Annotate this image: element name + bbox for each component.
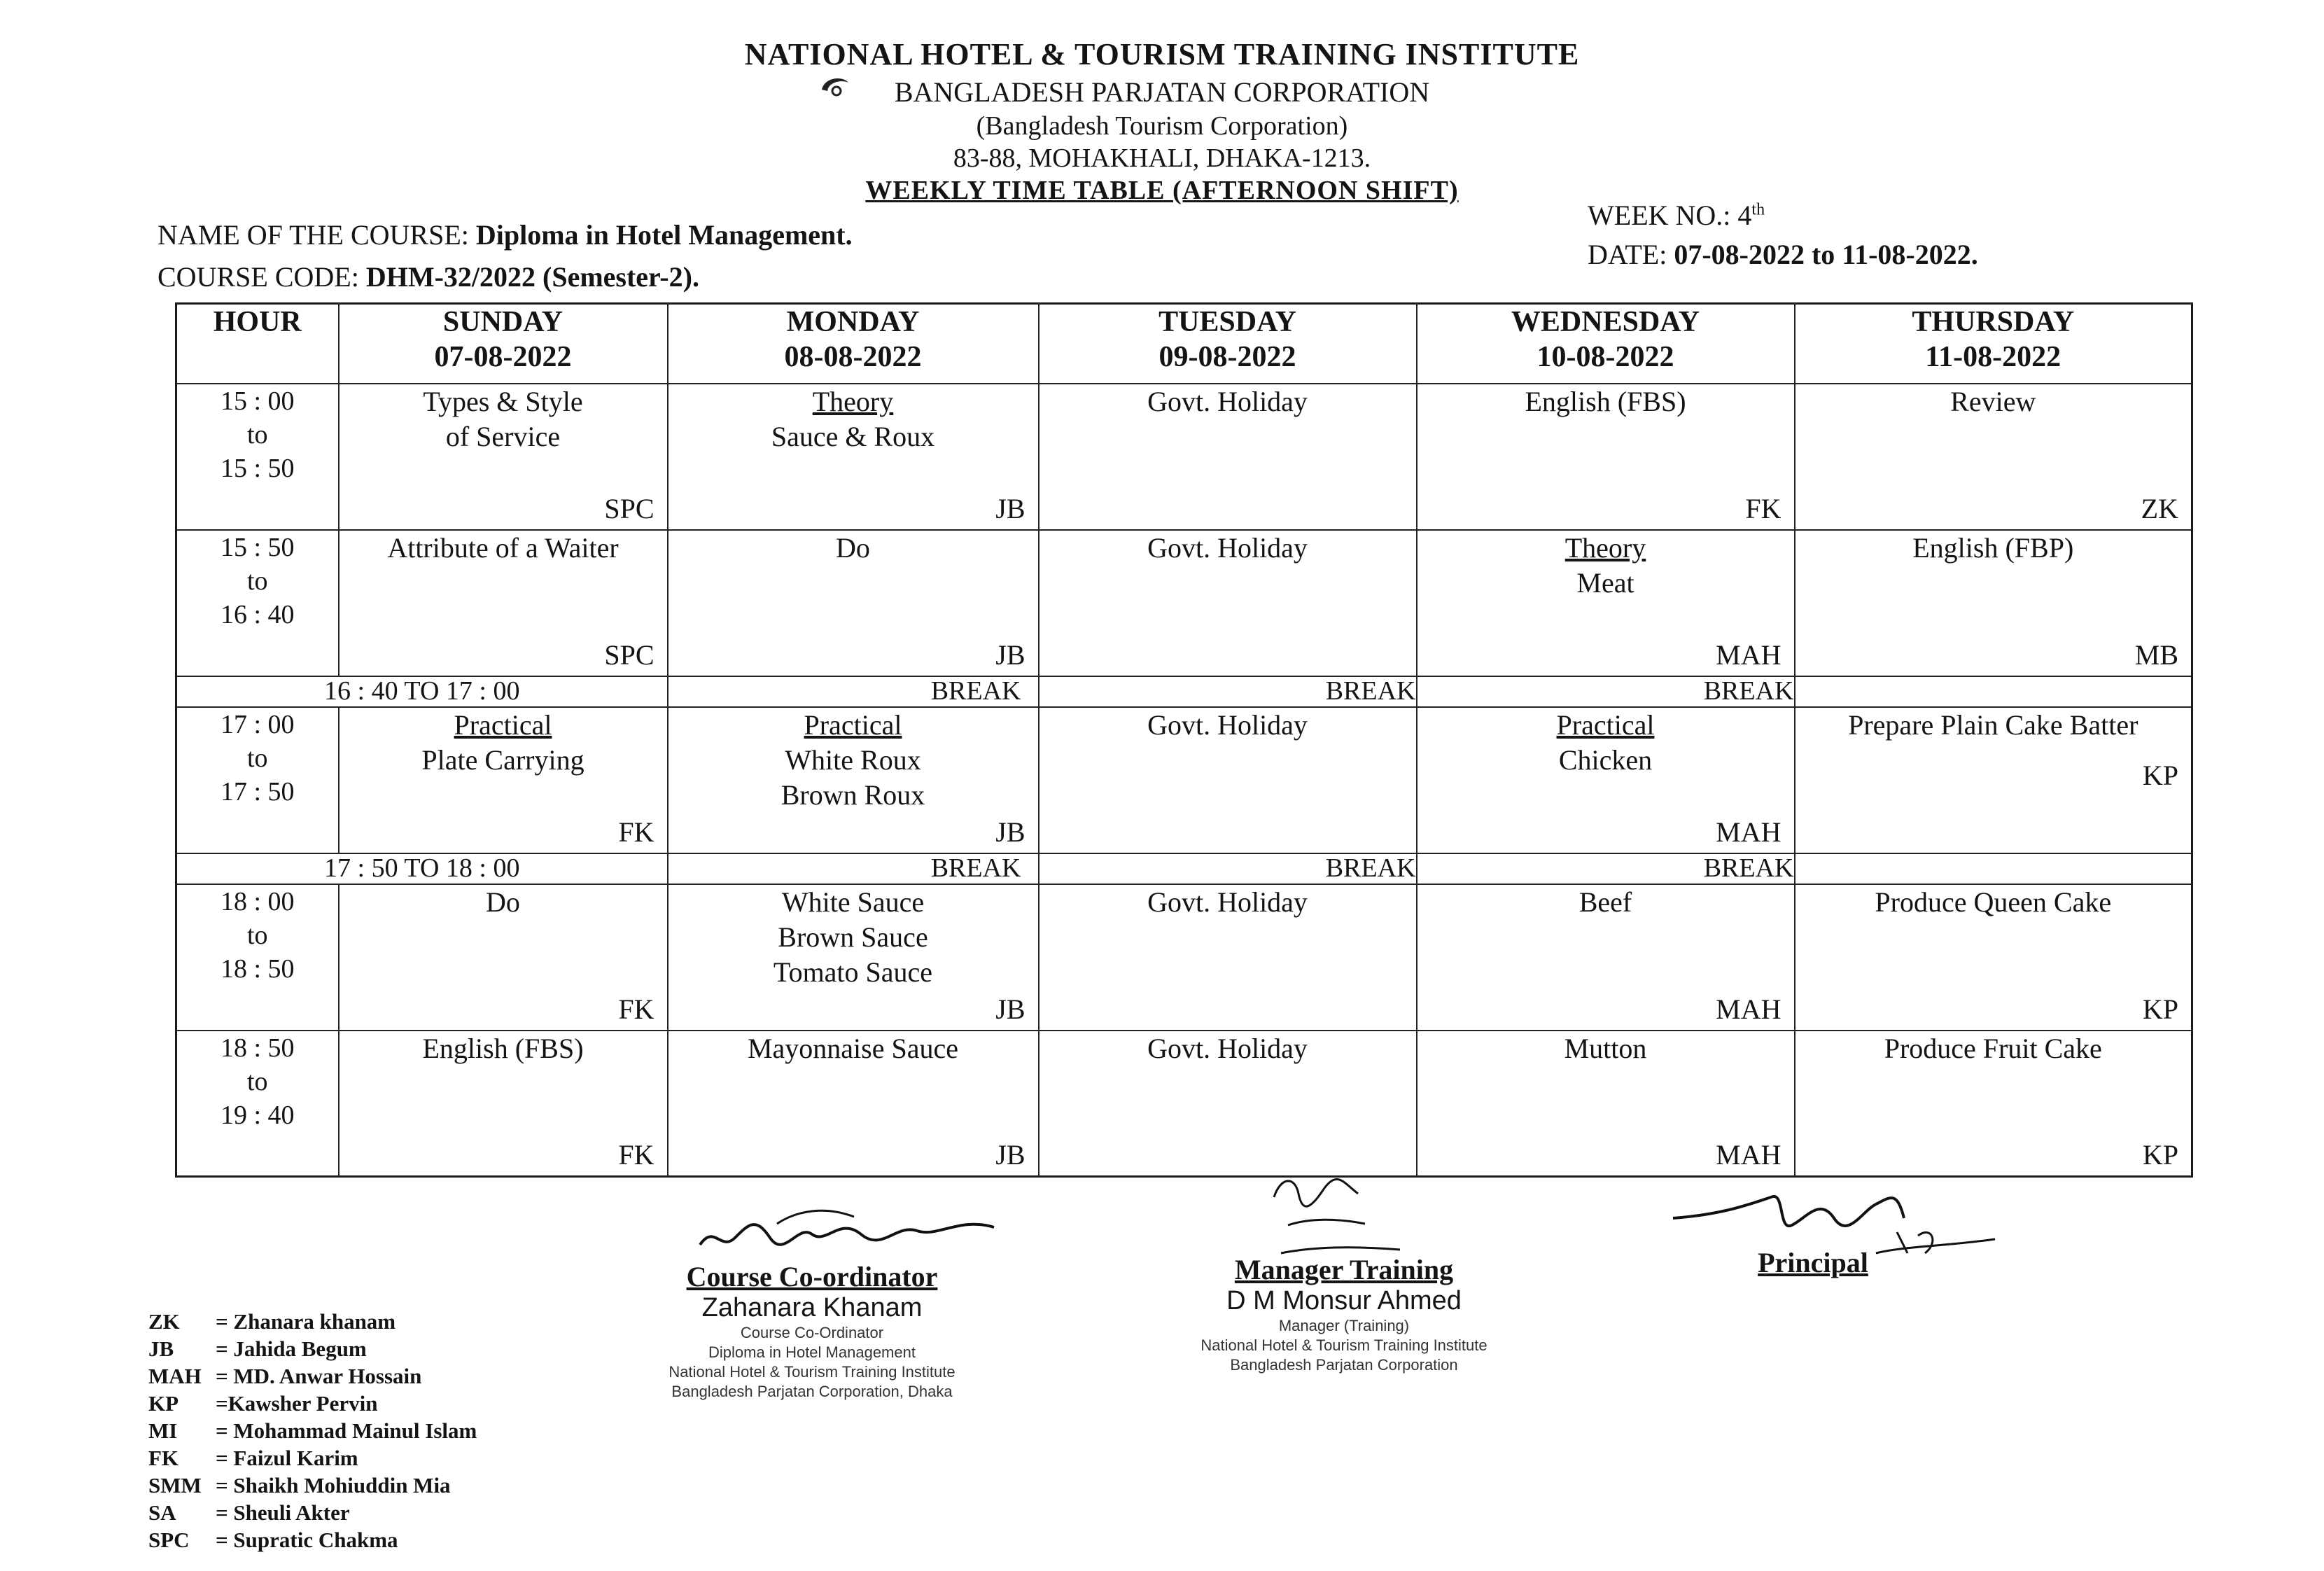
break-time: 17 : 50 TO 18 : 00 <box>176 853 668 884</box>
date-value: 07-08-2022 to 11-08-2022. <box>1674 239 1978 270</box>
course-name <box>158 218 853 251</box>
cell-monday-slot-5: Mayonnaise Sauce JB <box>668 1031 1039 1177</box>
day-header-thursday: THURSDAY 11-08-2022 <box>1795 304 2192 384</box>
cell-wednesday-slot-2: Theory Meat MAH <box>1417 530 1795 676</box>
cell-thursday-slot-3: Prepare Plain Cake Batter KP <box>1795 707 2192 853</box>
teacher-code: ZK <box>2141 493 2178 525</box>
teacher-code: JB <box>995 1139 1026 1171</box>
teacher-code: MAH <box>1716 1139 1782 1171</box>
table-row <box>176 1031 2192 1177</box>
institute-name: NATIONAL HOTEL & TOURISM TRAINING INSTITUTE <box>744 37 1580 71</box>
manager-name: D M Monsur Ahmed <box>1226 1286 1462 1315</box>
time-slot-2: 15 : 50 to 16 : 40 <box>176 530 339 676</box>
manager-stamp-line: Manager (Training) <box>1278 1317 1410 1334</box>
legend-item: SMM = Shaikh Mohiuddin Mia <box>148 1473 451 1497</box>
coordinator-signature-block <box>630 1260 994 1402</box>
legend-item: ZK = Zhanara khanam <box>148 1309 396 1334</box>
break-label: BREAK <box>1039 853 1417 884</box>
manager-title: Manager Training <box>1234 1254 1454 1285</box>
cell-sunday-slot-5: English (FBS) FK <box>339 1031 668 1177</box>
course-code <box>158 260 699 293</box>
time-slot-1: 15 : 00 to 15 : 50 <box>176 384 339 530</box>
manager-stamp-line: Bangladesh Parjatan Corporation <box>1230 1356 1458 1374</box>
legend-item: SPC = Supratic Chakma <box>148 1528 398 1552</box>
course-name-value: Diploma in Hotel Management. <box>475 219 853 251</box>
cell-thursday-slot-1: Review ZK <box>1795 384 2192 530</box>
cell-tuesday-slot-5: Govt. Holiday <box>1039 1031 1417 1177</box>
coordinator-handwritten-signature <box>693 1196 1001 1266</box>
teacher-code: JB <box>995 816 1026 848</box>
table-row <box>176 384 2192 530</box>
break-label: BREAK <box>668 676 1039 707</box>
cell-tuesday-slot-2: Govt. Holiday <box>1039 530 1417 676</box>
teacher-code: FK <box>618 993 654 1025</box>
cell-sunday-slot-3: Practical Plate Carrying FK <box>339 707 668 853</box>
break-label: BREAK <box>1417 853 1795 884</box>
day-header-monday: MONDAY 08-08-2022 <box>668 304 1039 384</box>
time-slot-4: 18 : 00 to 18 : 50 <box>176 884 339 1031</box>
cell-wednesday-slot-5: Mutton MAH <box>1417 1031 1795 1177</box>
legend-item: JB = Jahida Begum <box>148 1336 367 1361</box>
principal-title: Principal <box>1758 1247 1868 1278</box>
teacher-code: MAH <box>1716 816 1782 848</box>
teacher-code: KP <box>2142 1139 2178 1171</box>
coordinator-title: Course Co-ordinator <box>686 1261 938 1292</box>
course-code-value: DHM-32/2022 (Semester-2). <box>365 261 699 293</box>
week-number-suffix: th <box>1751 200 1765 219</box>
timetable-grid <box>175 302 2193 1178</box>
teacher-code: FK <box>618 1139 654 1171</box>
day-header-sunday: SUNDAY 07-08-2022 <box>339 304 668 384</box>
coordinator-name: Zahanara Khanam <box>701 1293 923 1322</box>
timetable-title: WEEKLY TIME TABLE (AFTERNOON SHIFT) <box>865 176 1459 205</box>
corporation-english-name: (Bangladesh Tourism Corporation) <box>976 111 1348 141</box>
principal-signature-block <box>1708 1246 1918 1279</box>
week-number-label: WEEK NO.: 4 <box>1588 200 1752 231</box>
cell-wednesday-slot-4: Beef MAH <box>1417 884 1795 1031</box>
teacher-code: SPC <box>604 493 654 525</box>
teacher-code: JB <box>995 993 1026 1025</box>
cell-monday-slot-3: Practical White Roux Brown Roux JB <box>668 707 1039 853</box>
coordinator-stamp-line: Bangladesh Parjatan Corporation, Dhaka <box>671 1383 953 1400</box>
legend-item: MAH = MD. Anwar Hossain <box>148 1364 422 1388</box>
course-name-label: NAME OF THE COURSE: <box>158 219 469 251</box>
break-time: 16 : 40 TO 17 : 00 <box>176 676 668 707</box>
cell-tuesday-slot-3: Govt. Holiday <box>1039 707 1417 853</box>
break-row-2 <box>176 853 2192 884</box>
teacher-code: KP <box>2142 993 2178 1025</box>
time-slot-3: 17 : 00 to 17 : 50 <box>176 707 339 853</box>
legend-item: KP =Kawsher Pervin <box>148 1391 378 1416</box>
day-header-tuesday: TUESDAY 09-08-2022 <box>1039 304 1417 384</box>
cell-thursday-slot-5: Produce Fruit Cake KP <box>1795 1031 2192 1177</box>
time-slot-5: 18 : 50 to 19 : 40 <box>176 1031 339 1177</box>
teacher-code: MAH <box>1716 639 1782 671</box>
course-code-label: COURSE CODE: <box>158 261 359 293</box>
break-spacer <box>1795 676 2192 707</box>
table-row <box>176 707 2192 853</box>
cell-sunday-slot-2: Attribute of a Waiter SPC <box>339 530 668 676</box>
teacher-code: JB <box>995 639 1026 671</box>
teacher-code: MB <box>2134 639 2178 671</box>
hour-column-header: HOUR <box>176 304 339 384</box>
break-label: BREAK <box>668 853 1039 884</box>
cell-wednesday-slot-3: Practical Chicken MAH <box>1417 707 1795 853</box>
coordinator-stamp-line: National Hotel & Tourism Training Institute <box>668 1363 955 1381</box>
teacher-code-legend <box>148 1308 477 1553</box>
teacher-code: JB <box>995 493 1026 525</box>
teacher-code: SPC <box>604 639 654 671</box>
corporation-name: BANGLADESH PARJATAN CORPORATION <box>894 76 1430 108</box>
break-label: BREAK <box>1417 676 1795 707</box>
manager-stamp-line: National Hotel & Tourism Training Institute <box>1200 1336 1488 1354</box>
week-number <box>1588 199 1765 232</box>
break-label: BREAK <box>1039 676 1417 707</box>
manager-signature-block <box>1148 1253 1540 1375</box>
cell-sunday-slot-4: Do FK <box>339 884 668 1031</box>
cell-monday-slot-4: White Sauce Brown Sauce Tomato Sauce JB <box>668 884 1039 1031</box>
cell-thursday-slot-4: Produce Queen Cake KP <box>1795 884 2192 1031</box>
table-row <box>176 530 2192 676</box>
table-header-row <box>176 304 2192 384</box>
day-header-wednesday: WEDNESDAY 10-08-2022 <box>1417 304 1795 384</box>
break-row-1 <box>176 676 2192 707</box>
break-spacer <box>1795 853 2192 884</box>
week-date-range <box>1588 238 1978 271</box>
teacher-code: KP <box>2142 759 2178 791</box>
legend-item: FK = Faizul Karim <box>148 1446 358 1470</box>
cell-tuesday-slot-1: Govt. Holiday <box>1039 384 1417 530</box>
teacher-code: MAH <box>1716 993 1782 1025</box>
legend-item: MI = Mohammad Mainul Islam <box>148 1418 477 1443</box>
legend-item: SA = Sheuli Akter <box>148 1500 350 1525</box>
date-label: DATE: <box>1588 239 1667 270</box>
teacher-code: FK <box>1745 493 1782 525</box>
coordinator-stamp-line: Course Co-Ordinator <box>740 1324 884 1341</box>
cell-sunday-slot-1: Types & Style of Service SPC <box>339 384 668 530</box>
coordinator-stamp-line: Diploma in Hotel Management <box>708 1343 916 1361</box>
cell-wednesday-slot-1: English (FBS) FK <box>1417 384 1795 530</box>
teacher-code: FK <box>618 816 654 848</box>
cell-tuesday-slot-4: Govt. Holiday <box>1039 884 1417 1031</box>
cell-thursday-slot-2: English (FBP) MB <box>1795 530 2192 676</box>
cell-monday-slot-2: Do JB <box>668 530 1039 676</box>
manager-handwritten-signature <box>1260 1169 1442 1267</box>
table-row <box>176 884 2192 1031</box>
cell-monday-slot-1: Theory Sauce & Roux JB <box>668 384 1039 530</box>
institute-address: 83-88, MOHAKHALI, DHAKA-1213. <box>953 144 1371 173</box>
